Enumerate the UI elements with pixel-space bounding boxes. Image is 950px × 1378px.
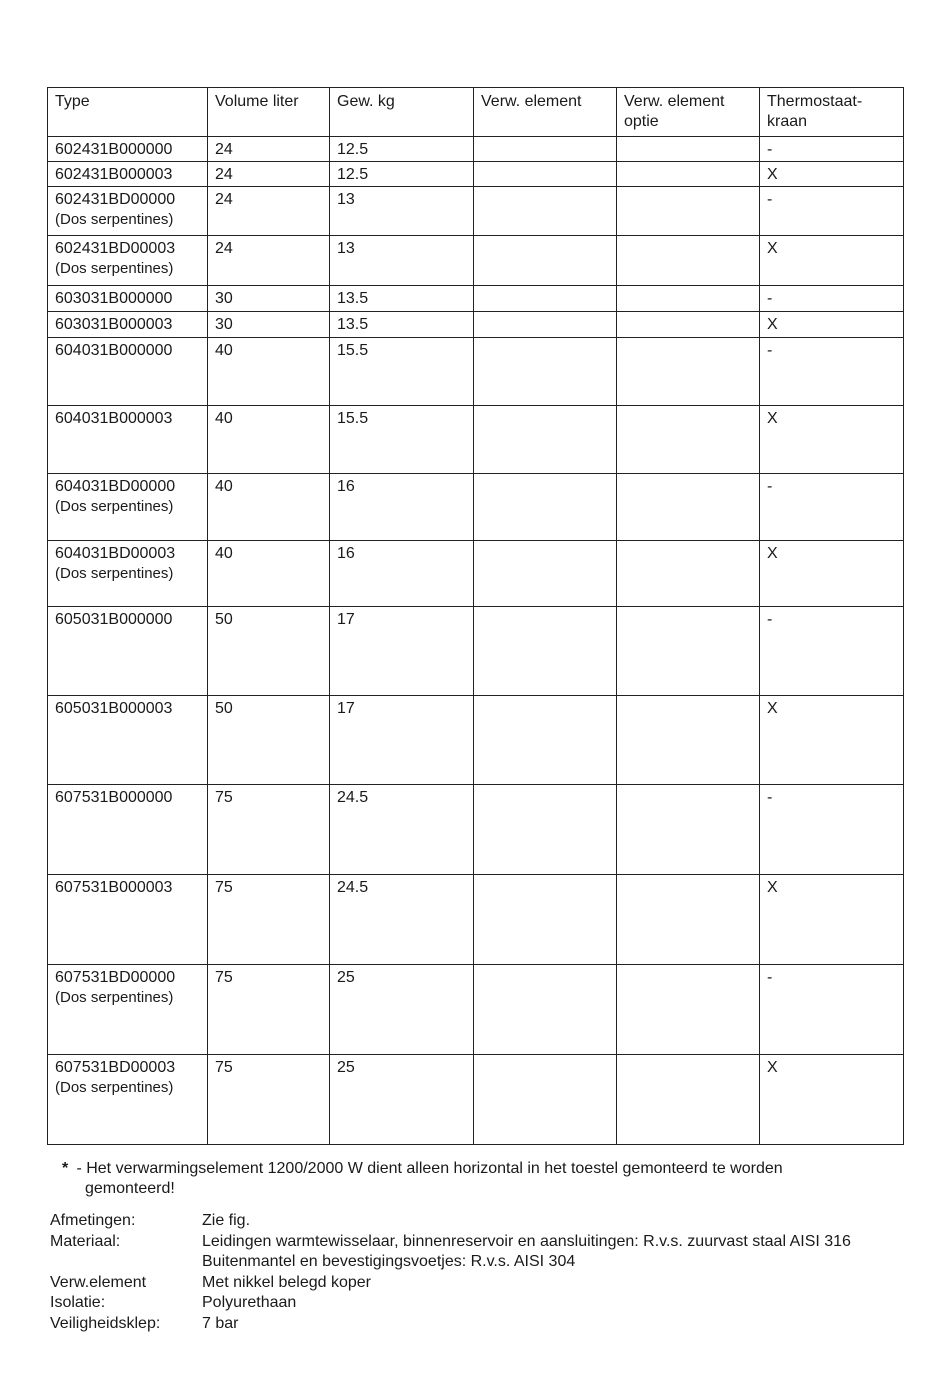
cell-type-text: 602431B000003 <box>55 166 173 183</box>
cell-element <box>474 474 617 541</box>
cell-volume-text: 24 <box>215 240 233 257</box>
spec-value: Polyurethaan <box>202 1294 297 1311</box>
spec-value: Buitenmantel en bevestigingsvoetjes: R.v.s. AISI 304 <box>202 1253 576 1270</box>
type-note: (Dos serpentines) <box>55 211 174 228</box>
cell-thermostat <box>760 286 904 312</box>
cell-thermostat-text: X <box>767 545 778 562</box>
cell-weight-text: 13.5 <box>337 290 369 307</box>
cell-volume-text: 24 <box>215 141 233 158</box>
cell-element <box>474 312 617 338</box>
cell-thermostat <box>760 162 904 187</box>
cell-volume-text: 50 <box>215 611 233 628</box>
cell-type-text: 607531B000003 <box>55 879 173 896</box>
table-row <box>48 236 904 286</box>
cell-type-text: 605031B000003 <box>55 700 173 717</box>
type-note: (Dos serpentines) <box>55 1079 174 1096</box>
cell-volume-text: 40 <box>215 478 233 495</box>
cell-thermostat-text: X <box>767 1059 778 1076</box>
table-row <box>48 541 904 607</box>
cell-weight <box>330 541 474 607</box>
spec-label: Afmetingen: <box>50 1212 136 1229</box>
cell-element-option <box>617 1055 760 1145</box>
cell-element-option <box>617 236 760 286</box>
cell-volume <box>208 607 330 696</box>
cell-volume <box>208 187 330 236</box>
cell-element <box>474 338 617 406</box>
cell-element <box>474 162 617 187</box>
cell-thermostat-text: X <box>767 240 778 257</box>
header-type: Type <box>48 88 208 137</box>
cell-thermostat <box>760 696 904 785</box>
spec-value: Leidingen warmtewisselaar, binnenreservoir en aansluitingen: R.v.s. zuurvast staal AISI 316 <box>202 1232 851 1250</box>
cell-type <box>48 1055 208 1145</box>
cell-type <box>48 607 208 696</box>
cell-weight <box>330 312 474 338</box>
type-note: (Dos serpentines) <box>55 565 174 582</box>
footnote-marker: * <box>62 1160 69 1177</box>
table-row <box>48 286 904 312</box>
cell-type-text: 602431B000000 <box>55 141 173 158</box>
spec-value: 7 bar <box>202 1314 239 1332</box>
cell-element <box>474 785 617 875</box>
table-row <box>48 312 904 338</box>
cell-volume <box>208 696 330 785</box>
cell-weight <box>330 187 474 236</box>
cell-thermostat-text: X <box>767 879 778 896</box>
cell-volume <box>208 875 330 965</box>
cell-weight <box>330 137 474 162</box>
cell-thermostat <box>760 236 904 286</box>
cell-volume-text: 24 <box>215 166 233 183</box>
spec-row-material-continued <box>50 1252 851 1273</box>
cell-thermostat-text: - <box>767 141 773 158</box>
header-element-option: Verw. element optie <box>617 88 760 137</box>
cell-thermostat-text: - <box>767 342 773 359</box>
cell-volume-text: 75 <box>215 789 233 806</box>
cell-weight-text: 24.5 <box>337 789 369 806</box>
cell-element-option <box>617 785 760 875</box>
header-element: Verw. element <box>474 88 617 137</box>
cell-weight <box>330 696 474 785</box>
cell-weight <box>330 965 474 1055</box>
table-row <box>48 607 904 696</box>
cell-type <box>48 785 208 875</box>
cell-type-text: 602431BD00003 <box>55 240 176 257</box>
cell-type <box>48 236 208 286</box>
cell-volume <box>208 1055 330 1145</box>
footnote <box>62 1159 902 1199</box>
cell-element <box>474 137 617 162</box>
cell-type <box>48 406 208 474</box>
type-note: (Dos serpentines) <box>55 260 174 277</box>
cell-thermostat-text: - <box>767 789 773 806</box>
cell-element-option <box>617 696 760 785</box>
spec-row-material <box>50 1232 851 1253</box>
cell-thermostat <box>760 187 904 236</box>
cell-element-option <box>617 137 760 162</box>
spec-row-element <box>50 1273 851 1294</box>
cell-weight-text: 25 <box>337 969 355 986</box>
cell-element <box>474 406 617 474</box>
cell-volume <box>208 137 330 162</box>
cell-element <box>474 286 617 312</box>
cell-element-option <box>617 541 760 607</box>
cell-thermostat <box>760 785 904 875</box>
cell-thermostat-text: - <box>767 969 773 986</box>
cell-weight <box>330 875 474 965</box>
table-row <box>48 696 904 785</box>
cell-volume <box>208 162 330 187</box>
cell-thermostat-text: X <box>767 410 778 427</box>
spec-label <box>50 1252 202 1273</box>
cell-element-option <box>617 162 760 187</box>
spec-label: Isolatie: <box>50 1294 106 1311</box>
cell-volume-text: 40 <box>215 342 233 359</box>
spec-label: Materiaal: <box>50 1232 121 1250</box>
cell-element-option <box>617 312 760 338</box>
table-row <box>48 474 904 541</box>
spec-row-safety-valve <box>50 1314 851 1335</box>
cell-volume-text: 75 <box>215 879 233 896</box>
cell-type-text: 607531BD00000 <box>55 969 176 986</box>
cell-type-text: 604031BD00003 <box>55 545 176 562</box>
cell-volume-text: 30 <box>215 316 233 333</box>
footnote-line-1 <box>62 1159 902 1179</box>
type-note: (Dos serpentines) <box>55 498 174 515</box>
cell-weight-text: 15.5 <box>337 342 369 359</box>
cell-weight-text: 12.5 <box>337 141 369 158</box>
cell-element-option <box>617 875 760 965</box>
cell-type <box>48 162 208 187</box>
cell-thermostat-text: X <box>767 700 778 717</box>
cell-element <box>474 965 617 1055</box>
cell-type <box>48 286 208 312</box>
cell-type <box>48 137 208 162</box>
cell-volume-text: 40 <box>215 545 233 562</box>
cell-volume-text: 24 <box>215 191 233 208</box>
cell-weight-text: 16 <box>337 545 355 562</box>
cell-thermostat <box>760 406 904 474</box>
cell-volume-text: 75 <box>215 969 233 986</box>
cell-volume <box>208 236 330 286</box>
cell-thermostat-text: X <box>767 316 778 333</box>
cell-thermostat-text: - <box>767 191 773 208</box>
cell-type-text: 603031B000003 <box>55 316 173 333</box>
table-row <box>48 338 904 406</box>
spec-label: Verw.element <box>50 1273 147 1291</box>
cell-type-text: 604031B000000 <box>55 342 173 359</box>
cell-element <box>474 1055 617 1145</box>
cell-element-option <box>617 406 760 474</box>
cell-type-text: 604031B000003 <box>55 410 173 427</box>
cell-volume-text: 75 <box>215 1059 233 1076</box>
cell-type <box>48 474 208 541</box>
cell-thermostat-text: - <box>767 478 773 495</box>
spec-label: Veiligheidsklep: <box>50 1314 161 1332</box>
table-row <box>48 965 904 1055</box>
cell-weight-text: 17 <box>337 700 355 717</box>
cell-thermostat <box>760 607 904 696</box>
cell-weight-text: 16 <box>337 478 355 495</box>
spec-row-insulation <box>50 1293 851 1314</box>
header-weight: Gew. kg <box>330 88 474 137</box>
cell-volume <box>208 338 330 406</box>
cell-thermostat <box>760 875 904 965</box>
cell-element <box>474 236 617 286</box>
type-note: (Dos serpentines) <box>55 989 174 1006</box>
cell-thermostat <box>760 474 904 541</box>
cell-type <box>48 338 208 406</box>
table-header-row <box>48 88 904 137</box>
footnote-text-1: - Het verwarmingselement 1200/2000 W dient alleen horizontal in het toestel gemonteerd te worden <box>76 1160 783 1177</box>
cell-thermostat-text: - <box>767 611 773 628</box>
cell-weight-text: 25 <box>337 1059 355 1076</box>
cell-type <box>48 696 208 785</box>
cell-element <box>474 541 617 607</box>
cell-weight <box>330 607 474 696</box>
cell-volume <box>208 286 330 312</box>
cell-weight <box>330 338 474 406</box>
cell-weight-text: 13 <box>337 240 355 257</box>
cell-type-text: 602431BD00000 <box>55 191 176 208</box>
table-row <box>48 406 904 474</box>
table-row <box>48 137 904 162</box>
table-row <box>48 162 904 187</box>
cell-weight <box>330 236 474 286</box>
cell-thermostat <box>760 338 904 406</box>
cell-thermostat <box>760 312 904 338</box>
spec-value: Zie fig. <box>202 1212 251 1229</box>
cell-type-text: 603031B000000 <box>55 290 173 307</box>
spec-value: Met nikkel belegd koper <box>202 1273 371 1291</box>
cell-thermostat-text: X <box>767 166 778 183</box>
cell-volume <box>208 312 330 338</box>
cell-weight <box>330 286 474 312</box>
cell-thermostat <box>760 965 904 1055</box>
cell-volume <box>208 541 330 607</box>
cell-weight-text: 15.5 <box>337 410 369 427</box>
cell-volume <box>208 406 330 474</box>
cell-thermostat <box>760 137 904 162</box>
cell-volume <box>208 965 330 1055</box>
table-row <box>48 1055 904 1145</box>
cell-weight-text: 13.5 <box>337 316 369 333</box>
cell-type <box>48 965 208 1055</box>
cell-element <box>474 607 617 696</box>
cell-weight-text: 12.5 <box>337 166 369 183</box>
cell-weight <box>330 474 474 541</box>
cell-weight <box>330 785 474 875</box>
cell-volume-text: 40 <box>215 410 233 427</box>
cell-element <box>474 187 617 236</box>
cell-volume <box>208 474 330 541</box>
cell-type <box>48 187 208 236</box>
cell-element-option <box>617 286 760 312</box>
cell-element-option <box>617 607 760 696</box>
cell-element <box>474 696 617 785</box>
cell-thermostat <box>760 541 904 607</box>
cell-type <box>48 875 208 965</box>
cell-volume <box>208 785 330 875</box>
cell-volume-text: 30 <box>215 290 233 307</box>
spec-row-dimensions <box>50 1211 851 1232</box>
product-spec-table <box>47 87 904 1145</box>
table-row <box>48 187 904 236</box>
cell-type-text: 607531B000000 <box>55 789 173 806</box>
cell-weight <box>330 406 474 474</box>
cell-weight <box>330 162 474 187</box>
cell-element-option <box>617 187 760 236</box>
cell-volume-text: 50 <box>215 700 233 717</box>
footnote-line-2: gemonteerd! <box>85 1180 175 1197</box>
cell-element-option <box>617 965 760 1055</box>
cell-element-option <box>617 338 760 406</box>
table-row <box>48 875 904 965</box>
table-row <box>48 785 904 875</box>
header-volume: Volume liter <box>208 88 330 137</box>
table-body <box>48 137 904 1145</box>
specifications-list <box>50 1211 851 1334</box>
cell-element <box>474 875 617 965</box>
cell-weight-text: 13 <box>337 191 355 208</box>
cell-weight <box>330 1055 474 1145</box>
cell-thermostat-text: - <box>767 290 773 307</box>
cell-weight-text: 17 <box>337 611 355 628</box>
header-thermostat: Thermostaat-kraan <box>760 88 904 137</box>
cell-type-text: 607531BD00003 <box>55 1059 176 1076</box>
cell-type <box>48 312 208 338</box>
cell-type <box>48 541 208 607</box>
cell-weight-text: 24.5 <box>337 879 369 896</box>
cell-thermostat <box>760 1055 904 1145</box>
cell-type-text: 604031BD00000 <box>55 478 176 495</box>
cell-type-text: 605031B000000 <box>55 611 173 628</box>
cell-element-option <box>617 474 760 541</box>
